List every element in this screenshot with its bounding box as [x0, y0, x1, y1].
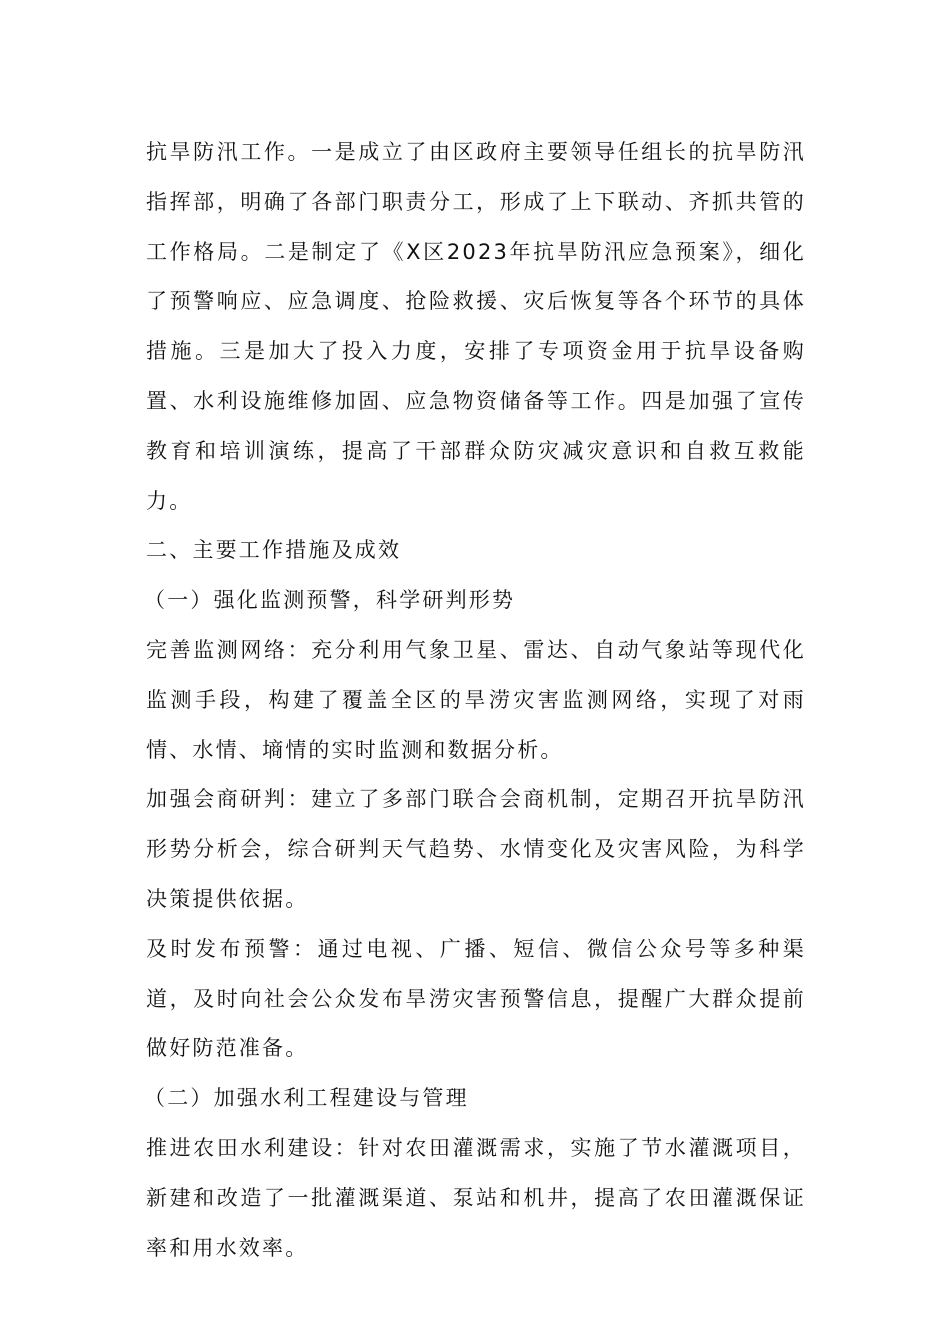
subheading-monitoring-warning: （一）强化监测预警，科学研判形势 [144, 588, 516, 613]
subheading-water-conservancy: （二）加强水利工程建设与管理 [144, 1086, 469, 1111]
section-heading-main-measures: 二、主要工作措施及成效 [146, 538, 402, 563]
paragraph-consultation: 加强会商研判：建立了多部门联合会商机制，定期召开抗旱防汛形势分析会，综合研判天气趋势、水情变化及灾害风险，为科学决策提供依据。 [146, 787, 806, 911]
paragraph-farmland-irrigation: 推进农田水利建设：针对农田灌溉需求，实施了节水灌溉项目，新建和改造了一批灌溉渠道、泵站和机井，提高了农田灌溉保证率和用水效率。 [146, 1135, 806, 1260]
document-body [146, 128, 806, 1273]
paragraph-warning-release: 及时发布预警：通过电视、广播、短信、微信公众号等多种渠道，及时向社会公众发布旱涝灾害预警信息，提醒广大群众提前做好防范准备。 [146, 936, 806, 1061]
paragraph-leading-work: 抗旱防汛工作。一是成立了由区政府主要领导任组长的抗旱防汛指挥部，明确了各部门职责分工，形成了上下联动、齐抓共管的工作格局。二是制定了《X区2023年抗旱防汛应急预案》，细化了预警响应、应急调度、抢险救援、灾后恢复等各个环节的具体措施。三是加大了投入力度，安排了专项资金用于抗旱设备购置、水利设施维修加固、应急物资储备等工作。四是加强了宣传教育和培训演练，提高了干部群众防灾减灾意识和自救互救能力。 [146, 140, 806, 513]
paragraph-monitoring-network: 完善监测网络：充分利用气象卫星、雷达、自动气象站等现代化监测手段，构建了覆盖全区的旱涝灾害监测网络，实现了对雨情、水情、墒情的实时监测和数据分析。 [146, 637, 806, 762]
